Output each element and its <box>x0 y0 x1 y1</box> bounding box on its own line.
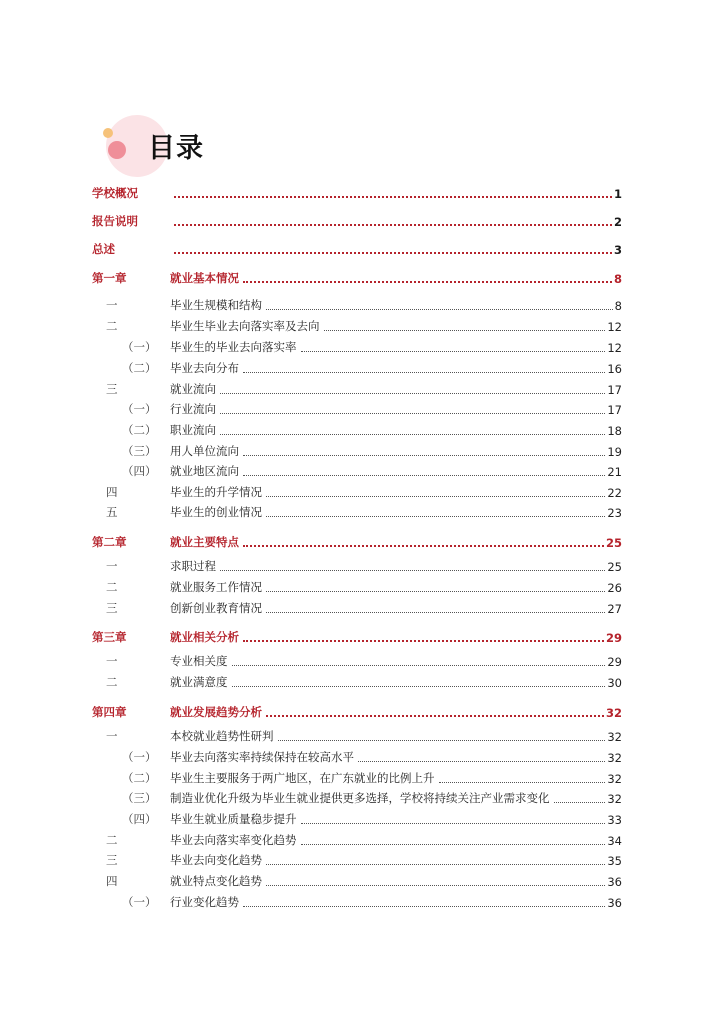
toc-entry-label: 毕业生的创业情况 <box>170 505 262 519</box>
toc-entry-text <box>170 579 622 595</box>
toc-entry-label: 就业流向 <box>170 382 216 396</box>
toc-entry[interactable] <box>92 769 622 789</box>
toc-entry-number: 二 <box>106 319 118 333</box>
toc-entry[interactable] <box>92 240 622 260</box>
toc-entry-number: 三 <box>106 853 118 867</box>
toc-entry-label: 行业变化趋势 <box>170 895 239 909</box>
toc-entry-page: 33 <box>607 813 622 827</box>
dot-leader <box>232 686 606 687</box>
dot-leader <box>243 372 605 373</box>
toc-entry[interactable] <box>92 748 622 768</box>
dot-leader <box>301 823 606 824</box>
toc-entry-page: 8 <box>614 299 622 313</box>
toc-entry-page: 12 <box>607 320 622 334</box>
dot-leader <box>243 640 604 642</box>
toc-entry-number: 一 <box>106 559 118 573</box>
dot-leader <box>232 665 606 666</box>
toc-chapter-entry[interactable] <box>92 703 622 723</box>
toc-entry-text <box>170 770 622 786</box>
toc-entry[interactable] <box>92 380 622 400</box>
dot-leader <box>266 496 605 497</box>
toc-entry-text <box>170 270 622 286</box>
toc-entry-page: 3 <box>613 243 622 257</box>
toc-entry[interactable] <box>92 400 622 420</box>
toc-entry-page: 17 <box>607 383 622 397</box>
toc-entry-number: 三 <box>106 601 118 615</box>
toc-entry[interactable] <box>92 557 622 577</box>
toc-entry-page: 2 <box>613 215 622 229</box>
toc-entry-page: 36 <box>607 896 622 910</box>
toc-entry-number: 一 <box>106 654 118 668</box>
toc-entry-text <box>170 832 622 848</box>
toc-entry-number: （四） <box>122 812 157 826</box>
toc-entry-label: 毕业去向变化趋势 <box>170 853 262 867</box>
toc-entry-label: 制造业优化升级为毕业生就业提供更多选择，学校将持续关注产业需求变化 <box>170 791 550 805</box>
toc-entry-page: 32 <box>607 751 622 765</box>
dot-leader <box>243 906 605 907</box>
toc-entry-page: 32 <box>607 772 622 786</box>
toc-entry-number: 四 <box>106 874 118 888</box>
toc-entry-number: （三） <box>122 444 157 458</box>
toc-entry-text <box>170 484 622 500</box>
toc-entry-page: 16 <box>607 362 622 376</box>
dot-leader <box>174 224 612 226</box>
toc-entry-label: 就业基本情况 <box>170 271 239 285</box>
toc-entry-text <box>170 873 622 889</box>
toc-entry-number: （一） <box>122 895 157 909</box>
toc-entry-number: 总述 <box>92 242 115 256</box>
toc-entry-number: 学校概况 <box>92 186 138 200</box>
toc-entry-number: 四 <box>106 485 118 499</box>
toc-entry-label: 就业满意度 <box>170 675 228 689</box>
toc-entry-label: 本校就业趋势性研判 <box>170 729 274 743</box>
toc-entry-number: （一） <box>122 340 157 354</box>
toc-entry-text <box>170 894 622 910</box>
toc-entry-label: 就业相关分析 <box>170 630 239 644</box>
toc-entry-page: 30 <box>607 676 622 690</box>
toc-entry-text <box>170 339 622 355</box>
toc-entry-label: 创新创业教育情况 <box>170 601 262 615</box>
toc-entry[interactable] <box>92 851 622 871</box>
toc-entry-label: 毕业去向落实率变化趋势 <box>170 833 297 847</box>
toc-entry-text <box>170 297 622 313</box>
toc-entry-number: 二 <box>106 580 118 594</box>
toc-entry-page: 34 <box>607 834 622 848</box>
toc-entry[interactable] <box>92 652 622 672</box>
dot-leader <box>301 844 606 845</box>
toc-entry-text <box>170 790 622 806</box>
toc-chapter-entry[interactable] <box>92 628 622 648</box>
toc-entry-number: （一） <box>122 750 157 764</box>
toc-entry-number: （三） <box>122 791 157 805</box>
toc-entry-label: 就业服务工作情况 <box>170 580 262 594</box>
toc-entry-page: 32 <box>605 706 622 720</box>
toc-entry[interactable] <box>92 442 622 462</box>
dot-leader <box>220 413 605 414</box>
toc-entry-page: 17 <box>607 403 622 417</box>
dot-leader <box>266 516 605 517</box>
toc-entry-number: 第三章 <box>92 630 127 644</box>
toc-entry-number: 第四章 <box>92 705 127 719</box>
toc-entry-text <box>170 422 622 438</box>
toc-entry[interactable] <box>92 462 622 482</box>
toc-entry-page: 29 <box>607 655 622 669</box>
toc-entry-text <box>170 811 622 827</box>
dot-leader <box>266 864 605 865</box>
toc-entry-page: 26 <box>607 581 622 595</box>
toc-entry[interactable] <box>92 483 622 503</box>
toc-entry-text <box>170 381 622 397</box>
toc-entry-text <box>170 243 622 257</box>
toc-entry-text <box>170 401 622 417</box>
toc-entry-page: 25 <box>605 536 622 550</box>
toc-entry-page: 27 <box>607 602 622 616</box>
dot-leader <box>301 351 606 352</box>
toc-entry-label: 就业主要特点 <box>170 535 239 549</box>
toc-entry-label: 毕业生的升学情况 <box>170 485 262 499</box>
toc-entry[interactable] <box>92 789 622 809</box>
toc-entry-label: 行业流向 <box>170 402 216 416</box>
toc-entry-page: 29 <box>605 631 622 645</box>
toc-entry[interactable] <box>92 673 622 693</box>
toc-entry-label: 毕业生的毕业去向落实率 <box>170 340 297 354</box>
toc-entry[interactable] <box>92 872 622 892</box>
toc-entry-text <box>170 629 622 645</box>
toc-entry-label: 毕业生毕业去向落实率及去向 <box>170 319 320 333</box>
toc-entry[interactable] <box>92 296 622 316</box>
dot-leader <box>174 252 612 254</box>
toc-entry[interactable] <box>92 212 622 232</box>
dot-leader <box>220 570 605 571</box>
toc-entry[interactable] <box>92 893 622 913</box>
toc-chapter-entry[interactable] <box>92 269 622 289</box>
toc-entry-number: 三 <box>106 382 118 396</box>
dot-leader <box>266 885 605 886</box>
dot-leader <box>278 740 606 741</box>
dot-leader <box>243 281 612 283</box>
toc-entry-number: 第二章 <box>92 535 127 549</box>
toc-entry-text <box>170 534 622 550</box>
dot-leader <box>243 455 605 456</box>
toc-entry-page: 32 <box>607 792 622 806</box>
dot-leader <box>439 782 606 783</box>
toc-entry-number: （二） <box>122 771 157 785</box>
toc-entry-text <box>170 852 622 868</box>
toc-entry-page: 18 <box>607 424 622 438</box>
toc-entry-label: 毕业去向分布 <box>170 361 239 375</box>
toc-entry-number: （四） <box>122 464 157 478</box>
toc-entry[interactable] <box>92 338 622 358</box>
toc-entry-text <box>170 360 622 376</box>
toc-entry-text <box>170 728 622 744</box>
toc-entry-text <box>170 749 622 765</box>
toc-entry-page: 36 <box>607 875 622 889</box>
toc-entry-page: 12 <box>607 341 622 355</box>
toc-entry-page: 35 <box>607 854 622 868</box>
toc-entry-label: 毕业生主要服务于两广地区，在广东就业的比例上升 <box>170 771 435 785</box>
toc-entry-number: （一） <box>122 402 157 416</box>
toc-entry[interactable] <box>92 810 622 830</box>
toc-entry[interactable] <box>92 421 622 441</box>
toc-entry-page: 19 <box>607 445 622 459</box>
toc-entry-number: （二） <box>122 423 157 437</box>
toc-entry[interactable] <box>92 359 622 379</box>
toc-entry-number: 二 <box>106 675 118 689</box>
toc-entry-text <box>170 504 622 520</box>
toc-entry-number: （二） <box>122 361 157 375</box>
toc-entry-page: 1 <box>613 187 622 201</box>
toc-entry-label: 求职过程 <box>170 559 216 573</box>
toc-entry-page: 32 <box>607 730 622 744</box>
toc-entry-text <box>170 704 622 720</box>
toc-entry-text <box>170 318 622 334</box>
dot-leader <box>266 612 605 613</box>
toc-entry-page: 23 <box>607 506 622 520</box>
toc-entry-text <box>170 463 622 479</box>
page-title: 目录 <box>148 133 204 164</box>
dot-leader <box>554 802 606 803</box>
toc-entry-label: 就业特点变化趋势 <box>170 874 262 888</box>
toc-entry-label: 毕业生就业质量稳步提升 <box>170 812 297 826</box>
toc-entry-number: 报告说明 <box>92 214 138 228</box>
toc-entry-label: 用人单位流向 <box>170 444 239 458</box>
dot-leader <box>266 591 605 592</box>
toc-entry[interactable] <box>92 503 622 523</box>
dot-leader <box>358 761 605 762</box>
toc-entry-text <box>170 600 622 616</box>
toc-entry-page: 8 <box>613 272 622 286</box>
toc-entry-number: 第一章 <box>92 271 127 285</box>
toc-entry-page: 25 <box>607 560 622 574</box>
dot-leader <box>266 309 613 310</box>
toc-entry[interactable] <box>92 727 622 747</box>
toc-entry-label: 专业相关度 <box>170 654 228 668</box>
toc-entry[interactable] <box>92 831 622 851</box>
toc-entry[interactable] <box>92 578 622 598</box>
toc-entry-page: 22 <box>607 486 622 500</box>
toc-entry-page: 21 <box>607 465 622 479</box>
dot-leader <box>243 475 605 476</box>
dot-leader <box>266 715 604 717</box>
toc-chapter-entry[interactable] <box>92 533 622 553</box>
dot-leader <box>220 434 605 435</box>
toc-entry-number: 二 <box>106 833 118 847</box>
dot-leader <box>324 330 606 331</box>
toc-entry-text <box>170 443 622 459</box>
toc-entry[interactable] <box>92 317 622 337</box>
toc-entry-label: 职业流向 <box>170 423 216 437</box>
toc-entry-label: 毕业生规模和结构 <box>170 298 262 312</box>
toc-entry[interactable] <box>92 599 622 619</box>
toc-entry-label: 毕业去向落实率持续保持在较高水平 <box>170 750 354 764</box>
toc-entry-text <box>170 558 622 574</box>
toc-entry-label: 就业发展趋势分析 <box>170 705 262 719</box>
dot-leader <box>174 196 612 198</box>
toc-entry-number: 五 <box>106 505 118 519</box>
toc-entry-text <box>170 187 622 201</box>
toc-entry-text <box>170 215 622 229</box>
toc-entry-label: 就业地区流向 <box>170 464 239 478</box>
toc-entry-text <box>170 674 622 690</box>
dot-leader <box>220 393 605 394</box>
toc-entry[interactable] <box>92 184 622 204</box>
toc-entry-number: 一 <box>106 298 118 312</box>
toc-entry-number: 一 <box>106 729 118 743</box>
dot-leader <box>243 545 604 547</box>
toc-entry-text <box>170 653 622 669</box>
